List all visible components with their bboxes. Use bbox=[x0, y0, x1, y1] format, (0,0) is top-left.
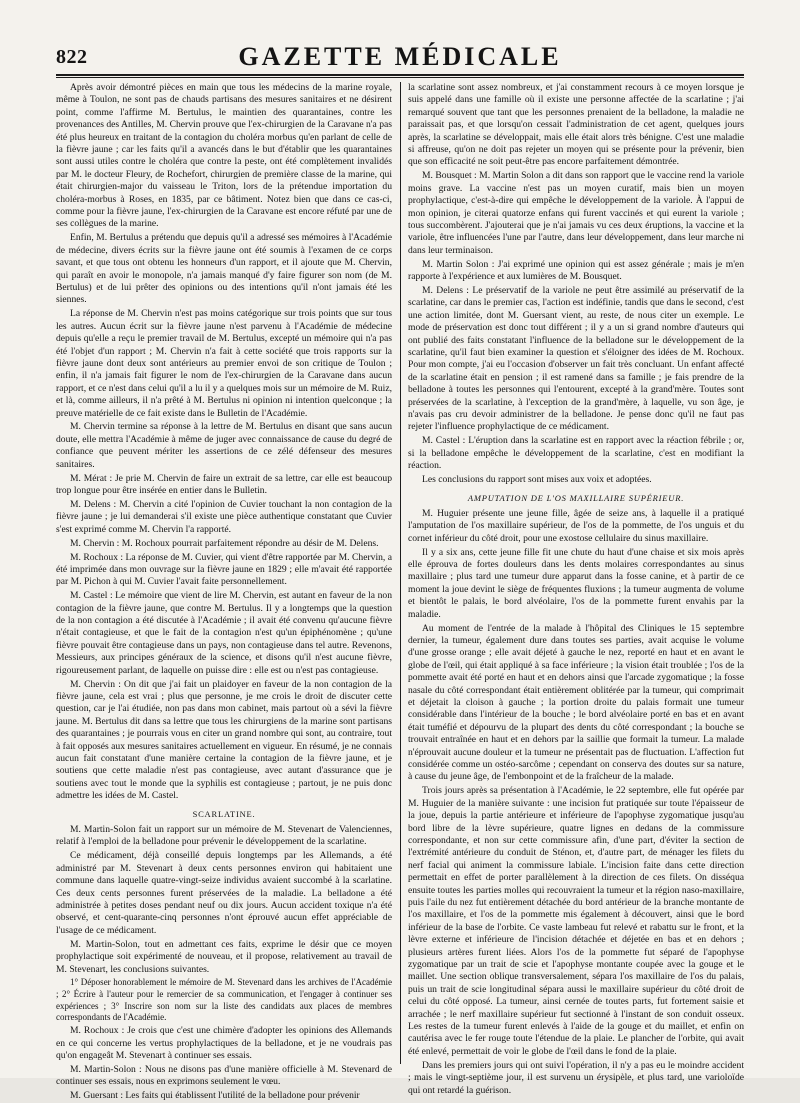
page-header bbox=[56, 42, 744, 70]
paragraph: M. Huguier présente une jeune fille, âgée de seize ans, à laquelle il a pratiqué l'amputation de l'os maxillaire supérieur, de l'os de la pommette, de l'os unguis et du cornet inférieur du côté droit, pour une exostose cellulaire du sinus maxillaire. bbox=[408, 507, 744, 544]
paragraph: Les conclusions du rapport sont mises aux voix et adoptées. bbox=[422, 474, 652, 486]
header-rule bbox=[56, 74, 744, 76]
paragraph: M. Castel : L'éruption dans la scarlatine est en rapport avec la réaction fébrile ; or, si la belladone empêche le développement de la scarlatine, c'est en modifiant la réaction. bbox=[408, 435, 744, 472]
paragraph: Après avoir démontré pièces en main que tous les médecins de la marine royale, même à Toulon, ne sont pas de chauds partisans des mesures sanitaires et ne désirent point, comme l'affirme M. Bertulus, le maintien des quarantaines, contre les provenances des Antilles, M. Chervin prouve que l'ex-chirurgien de la Caravane n'a pas été plus heureux en traitant de la contagion du choléra morbus qu'en parlant de celle de la fièvre jaune ; car les faits qu'il a avancés dans le but d'établir que les quarantaines sont aussi utiles contre le choléra que contre la peste, ont été complètement invalidés par M. le docteur Fleury, de Rochefort, chirurgien de première classe de la marine, qui était chirurgien-major du vaisseau le Triton, lors de la prétendue importation du choléra-morbus à Roses, en 1835, par ce bâtiment. Notez bien que dans ce cas-ci, comme pour la fièvre jaune, l'ex-chirurgien de la Caravane est encore réfuté par une de ses collègues de la marine. bbox=[56, 82, 392, 230]
header-rule-thin bbox=[56, 77, 744, 78]
paragraph: Il y a six ans, cette jeune fille fit une chute du haut d'une chaise et six mois après elle éprouva de fortes douleurs dans les dents molaires correspondantes au sinus maxillaire ; plus tard une tumeur dure apparut dans la fosse canine, et à partir de ce moment la joue devint le siège de fréquentes fluxions ; la tumeur augmenta de volume et bientôt le palais, le bord alvéolaire, l'os de la pommette furent envahis par la maladie. bbox=[408, 546, 744, 620]
paragraph: M. Guersant : Les faits qui établissent l'utilité de la belladone pour prévenir bbox=[70, 1090, 360, 1102]
column-divider bbox=[400, 82, 401, 1064]
paragraph: Au moment de l'entrée de la malade à l'hôpital des Cliniques le 15 septembre dernier, la tumeur, également dure dans toutes ses parties, avait acquise le volume d'une grosse orange ; elle avait déjeté à gauche le nez, reporté en haut et en avant le globe de l'œil, qui était appliqué à sa face inférieure ; la vision était troublée ; l'os de la pommette avait été porté en haut et en dehors ainsi que l'arcade zygomatique ; la fosse nasale du côté correspondant était entièrement oblitérée par la tumeur, qui comprimait et déjetait la cloison à gauche ; la portion droite du palais formait une tumeur considérable dans l'intérieur de la bouche ; le bord alvéolaire porté en bas et en avant était tuméfié et dépourvu de la plupart des dents du côté correspondant ; la bouche se trouvait entraînée en haut et en dehors par la saillie que formait la tumeur. La malade n'éprouvait aucune douleur et la tumeur ne présentait pas de fluctuation. L'affection fut considérée comme un ostéo-sarcôme ; cependant on conserva des doutes sur sa nature, à cause du jeune âge, de l'embonpoint et de la fraîcheur de la malade. bbox=[408, 622, 744, 783]
paragraph: M. Martin-Solon, tout en admettant ces faits, exprime le désir que ce moyen prophylactique soit expérimenté de nouveau, et il propose, relativement au travail de M. Stevenart, les conclusions suivantes. bbox=[56, 938, 392, 975]
paragraph: M. Rochoux : Je crois que c'est une chimère d'adopter les opinions des Allemands en ce qui concerne les vertus prophylactiques de la belladone, et je ne voudrais pas qu'on engageât M. Stevenart à continuer ses essais. bbox=[56, 1025, 392, 1062]
paragraph: M. Chervin : On dit que j'ai fait un plaidoyer en faveur de la non contagion de la fièvre jaune, cela est vrai ; plus que personne, je me crois le droit de discuter cette question, car je l'ai étudiée, non pas dans mon cabinet, mais partout où a sévi la fièvre jaune. M. Bertulus dit dans sa lettre que tous les chirurgiens de la marine sont partisans des quarantaines ; je pourrais vous en citer un grand nombre qui sont, au contraire, tout à fait opposés aux mesures sanitaires actuellement en vigueur. En résumé, je ne connais aucun fait constatant d'une manière certaine la contagion de la fièvre jaune, et je soutiens que cette maladie n'est pas contagieuse, avec autant d'assurance que je soutiens avec tout le monde que la syphilis est contagieuse ; partout, je ne puis donc admettre les idées de M. Castel. bbox=[56, 678, 392, 802]
paragraph: M. Castel : Le mémoire que vient de lire M. Chervin, est autant en faveur de la non contagion de la fièvre jaune, que contre M. Bertulus. Il y a longtemps que la question de la non contagion a été discutée à l'Académie ; il avait été convenu qu'aucune fièvre n'était contagieuse, et que le fait de la contagion n'est qu'un épiphénomène ; qu'une fièvre pouvait être contagieuse dans un pays, non contagieuse dans tel autre. Revenons, Messieurs, aux principes généraux de la science, et disons qu'il n'est aucune fièvre, rigoureusement parlant, de laquelle on puisse dire : elle est ou n'est pas contagieuse. bbox=[56, 590, 392, 676]
paragraph: M. Delens : M. Chervin a cité l'opinion de Cuvier touchant la non contagion de la fièvre jaune ; je lui demanderai s'il existe une pièce authentique constatant que Cuvier s'est exprimé comme M. Chervin l'a rapporté. bbox=[56, 498, 392, 535]
section-heading: SCARLATINE. bbox=[192, 808, 256, 819]
section-heading: AMPUTATION DE L'OS MAXILLAIRE SUPÉRIEUR. bbox=[467, 492, 685, 503]
page-number: 822 bbox=[56, 46, 88, 68]
paragraph: la scarlatine sont assez nombreux, et j'ai constamment recours à ce moyen lorsque je suis appelé dans une famille où il existe une personne affectée de la scarlatine ; j'ai remarqué souvent que tant que les personnes prenaient de la belladone, la maladie ne paraissait pas, et que lorsqu'on cessait l'administration de cet agent, quelques jours après, la scarlatine se développait, mais elle était alors très bénigne. C'est une maladie si affreuse, qu'on ne doit pas rejeter un moyen qui se présente pour la prévenir, bien que son efficacité ne soit peut-être pas encore parfaitement démontrée. bbox=[408, 82, 744, 168]
paragraph: M. Mérat : Je prie M. Chervin de faire un extrait de sa lettre, car elle est beaucoup trop longue pour être insérée en entier dans le Bulletin. bbox=[56, 472, 392, 496]
paragraph: Ce médicament, déjà conseillé depuis longtemps par les Allemands, a été administré par M. Stevenart à deux cents personnes environ qui habitaient une commune dans laquelle quatre-vingt-seize individus avaient succombé à la scarlatine. Ces deux cents personnes furent préservées de la maladie. La belladone a été administrée à petites doses pendant neuf ou dix jours. Aucun accident toxique n'a été observé, et cent-quarante-cinq personnes n'ont éprouvé aucun effet appréciable de l'usage de ce médicament. bbox=[56, 850, 392, 936]
paragraph: Trois jours après sa présentation à l'Académie, le 22 septembre, elle fut opérée par M. Huguier de la manière suivante : une incision fut pratiquée sur toute l'épaisseur de la joue, depuis la partie antérieure et inférieure de l'apophyse zygomatique jusqu'au bord libre de la lèvre supérieure, quatre lignes en dedans de la commissure correspondante, et non sur cette commissure afin, d'une part, d'éviter la section de l'extrémité antérieure du conduit de Sténon, et, d'autre part, de ménager les filets du nerf facial qui animent la commissure labiale. L'incision faite dans cette direction permettait en effet de porter parallèlement à la direction de ces filets. On disséqua ensuite toutes les parties molles qui recouvraient la tumeur et la région naso-maxillaire, puis l'aile du nez fut entièrement détachée du bord antérieur de la branche montante de l'os maxillaire, et l'os de la pommette mis également à découvert, ainsi que le bord inférieur de la base de l'orbite. Ce vaste lambeau fut relevé et rabattu sur le front, et la lèvre externe et inférieure de l'incision détachée et déjetée en bas et en dehors ; plusieurs artères furent liées. Alors l'os de la pommette fut séparé de l'apophyse zygomatique par un trait de scie et l'apophyse montante coupée avec la gouge et le maillet. Une section oblique transversalement, sépara l'os maxillaire de l'os du palais, puis un trait de scie longitudinal sépara aussi le maxillaire supérieur du côté droit de celui du côté opposé. La tumeur, ainsi cernée de toutes parts, fut fortement saisie et arrachée ; le nerf maxillaire supérieur fut sectionné à l'instant de son conduit osseux. Les restes de la tumeur furent enlevés à l'aide de la gouge et du maillet, et enfin on cautérisa avec le fer rouge toute l'étendue de la plaie. Le plancher de l'orbite, qui avait été enlevé, permettait de voir le globe de l'œil dans le fond de la plaie. bbox=[408, 785, 744, 1057]
paragraph: Enfin, M. Bertulus a prétendu que depuis qu'il a adressé ses mémoires à l'Académie de médecine, divers écrits sur la fièvre jaune ont été soumis à l'examen de ce corps savant, et que tous ont obtenu les honneurs d'un rapport, et il ajoute que M. Chervin, qui paraît en avoir le monopole, n'a jamais manqué d'y faire figurer son nom (de M. Bertulus) et de lui prêter des opinions ou des intentions qu'il n'ont jamais été les siennes. bbox=[56, 232, 392, 306]
paragraph: La réponse de M. Chervin n'est pas moins catégorique sur trois points que sur tous les autres. Aucun écrit sur la fièvre jaune n'est parvenu à l'Académie de médecine depuis qu'elle a reçu le premier travail de M. Bertulus, excepté un mémoire qui n'a pas été l'objet d'un rapport ; M. Chervin n'a fait à cette société que trois rapports sur la fièvre jaune dont deux sont antérieurs au premier envoi de son critique de Toulon ; enfin, il n'a jamais fait figurer le nom de l'ex-chirurgien de la Caravane dans aucun rapport, et ce n'est dans celui qu'il a lu il y a quelques mois sur un mémoire de M. Ruiz, et là, comme ailleurs, il n'a prêté à M. Bertulus ni opinion ni intention quelconque ; la preuve matérielle de ce fait existe dans le Bulletin de l'Académie. bbox=[56, 308, 392, 419]
paragraph: M. Delens : Le préservatif de la variole ne peut être assimilé au préservatif de la scarlatine, car dans le premier cas, l'action est indéfinie, tandis que dans le second, c'est une action limitée, dont M. Guersant vient, au reste, de nous citer un exemple. Le mode de préservation est donc tout différent ; il y a un si grand nombre d'auteurs qui ont publié des faits constatant l'influence de la belladone sur le développement de la scarlatine, qu'il faut bien examiner la question et s'éloigner des idées de M. Rochoux. Pour mon compte, j'ai eu l'occasion d'observer un fait très concluant. Un enfant affecté de la scarlatine était en pension ; il est ramené dans sa famille ; je fais prendre de la belladone à toutes les personnes qui l'entourent, excepté à la grand'mère. Toutes sont préservées de la scarlatine, à l'exception de la grand'mère, à laquelle, vu son âge, je n'avais pas cru devoir administrer de la belladone. Je pense donc qu'il ne faut pas rejeter l'influence prophylactique de ce médicament. bbox=[408, 285, 744, 433]
paragraph: M. Martin-Solon fait un rapport sur un mémoire de M. Stevenart de Valenciennes, relatif à l'emploi de la belladone pour prévenir le développement de la scarlatine. bbox=[56, 824, 392, 848]
right-column bbox=[408, 82, 744, 1096]
masthead-title: GAZETTE MÉDICALE bbox=[238, 42, 562, 71]
left-column bbox=[56, 82, 392, 1102]
paragraph: M. Martin Solon : J'ai exprimé une opinion qui est assez générale ; mais je m'en rapporte à l'expérience et aux lumières de M. Bousquet. bbox=[408, 258, 744, 283]
paragraph: M. Chervin : M. Rochoux pourrait parfaitement répondre au désir de M. Delens. bbox=[70, 537, 379, 549]
paragraph: M. Chervin termine sa réponse à la lettre de M. Bertulus en disant que sans aucun doute, elle mettra l'Académie à même de juger avec connaissance de cause du degré de confiance que peuvent mériter les assertions de ce zélé défenseur des mesures sanitaires. bbox=[56, 421, 392, 470]
paragraph: M. Martin-Solon : Nous ne disons pas d'une manière officielle à M. Stevenard de continuer ses essais, nous en exprimons seulement le vœu. bbox=[56, 1064, 392, 1088]
paragraph: M. Bousquet : M. Martin Solon a dit dans son rapport que le vaccine rend la variole moins grave. La vaccine n'est pas un moyen curatif, mais bien un moyen prophylactique, c'est-à-dire qui empêche le développement de la variole. À l'appui de mon opinion, je citerai quatorze enfans qui furent vaccinés et qui eurent la variole ; tous succombèrent. J'ajouterai que je n'ai jamais vu ces deux éruptions, la vaccine et la variole, être influencées l'une par l'autre, dans leur développement, dans leur marche ni dans leur terminaison. bbox=[408, 170, 744, 256]
conclusions-list: 1° Déposer honorablement le mémoire de M. Stevenard dans les archives de l'Académie ; 2° Écrire à l'auteur pour le remercier de sa communication, et l'engager à continuer ses expériences ; 3° Inscrire son nom sur la liste des candidats aux places de membres correspondants de l'Académie. bbox=[56, 977, 392, 1023]
paragraph: Dans les premiers jours qui ont suivi l'opération, il n'y a pas eu le moindre accident ; mais le vingt-septième jour, il est survenu un érysipèle, et plus tard, une varioloïde qui ont retardé la guérison. bbox=[408, 1059, 744, 1096]
paragraph: M. Rochoux : La réponse de M. Cuvier, qui vient d'être rapportée par M. Chervin, a été imprimée dans mon ouvrage sur la fièvre jaune en 1829 ; elle m'avait été rapportée par M. Pichon à qui M. Cuvier l'avait faite personnellement. bbox=[56, 551, 392, 588]
